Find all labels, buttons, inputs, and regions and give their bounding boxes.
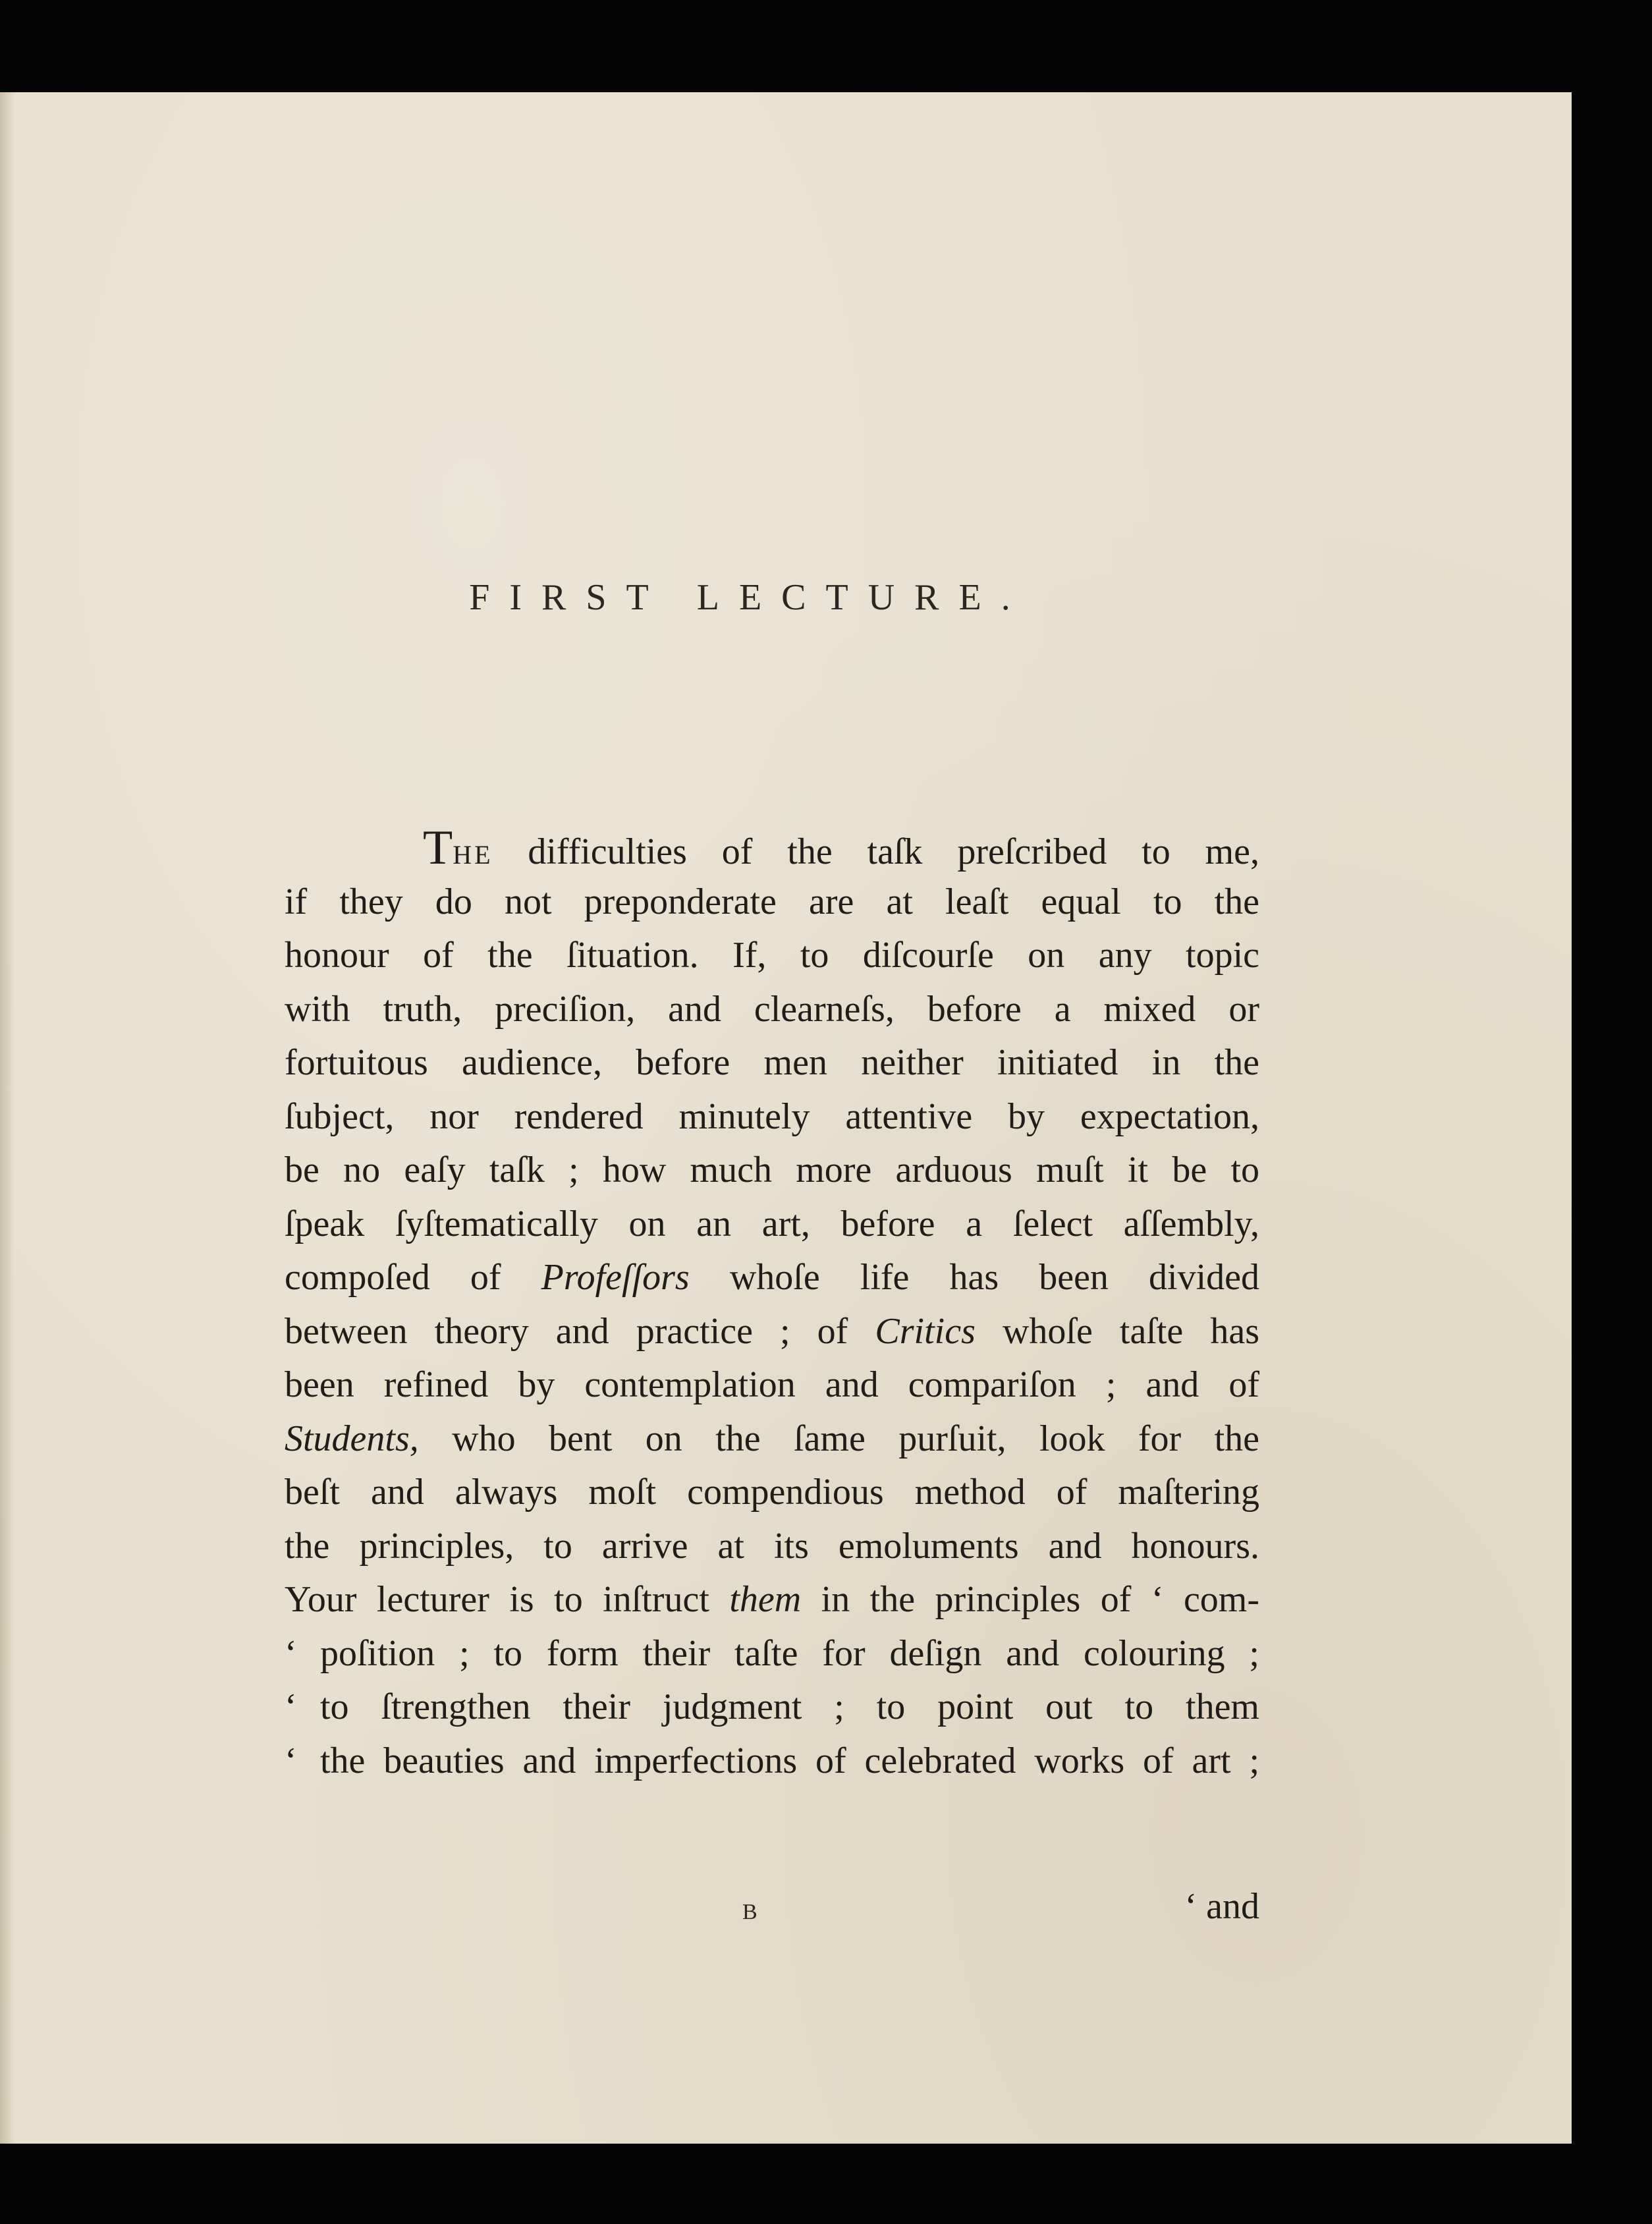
- line-text: between theory and practice ; of: [285, 1310, 848, 1352]
- text-line: if they do not preponderate are at leaſt equal to the: [285, 881, 1259, 922]
- text-line: fortuitous audience, before men neither initiated in the: [285, 1042, 1259, 1083]
- line-text: compoſed of: [285, 1257, 501, 1298]
- quote-mark: ‘: [285, 1740, 297, 1781]
- line-text: poſition ; to form their taſte for deſign and colouring ;: [320, 1632, 1259, 1674]
- text-line: be no eaſy taſk ; how much more arduous muſt it be to: [285, 1150, 1259, 1190]
- book-page: [0, 92, 1572, 2144]
- catchword: ‘ and: [1184, 1886, 1259, 1927]
- text-line: ſpeak ſyſtematically on an art, before a ſelect aſſembly,: [285, 1203, 1259, 1244]
- lecture-heading: FIRST LECTURE.: [469, 577, 1030, 618]
- line-text: difficulties of the taſk preſcribed to me,: [528, 831, 1259, 872]
- italic-term: Profeſſors: [541, 1257, 690, 1298]
- quote-mark: ‘: [285, 1632, 297, 1674]
- italic-term: Critics: [875, 1310, 976, 1352]
- line-text: whoſe life has been divided: [729, 1257, 1259, 1298]
- text-line: [285, 821, 1259, 876]
- text-line: ſubject, nor rendered minutely attentive by expectation,: [285, 1096, 1259, 1137]
- line-text: whoſe taſte has: [1002, 1310, 1260, 1352]
- text-line: honour of the ſituation. If, to diſcourſe on any topic: [285, 935, 1259, 976]
- italic-term: them: [729, 1579, 802, 1620]
- text-line: [285, 1305, 1259, 1359]
- signature-mark: B: [742, 1900, 757, 1924]
- drop-cap: T: [423, 821, 453, 875]
- text-line: beſt and always moſt compendious method of maſtering: [285, 1472, 1259, 1513]
- text-line: with truth, preciſion, and clearneſs, before a mixed or: [285, 988, 1259, 1030]
- small-caps: HE: [453, 840, 493, 870]
- quote-mark: ‘: [285, 1686, 297, 1727]
- page-edge-shadow: [0, 92, 14, 2144]
- italic-term: Students,: [285, 1418, 419, 1459]
- text-line: been refined by contemplation and compariſon ; and of: [285, 1364, 1259, 1405]
- body-paragraph: [285, 821, 1259, 1788]
- text-line: [285, 1412, 1259, 1466]
- text-line: [285, 1573, 1259, 1627]
- line-text: who bent on the ſame purſuit, look for the: [452, 1418, 1260, 1459]
- quoted-line: [285, 1681, 1259, 1735]
- quoted-line: [285, 1627, 1259, 1681]
- quoted-line: [285, 1735, 1259, 1789]
- line-text: in the principles of ‘ com-: [821, 1579, 1260, 1620]
- text-line: [285, 1251, 1259, 1305]
- text-line: the principles, to arrive at its emoluments and honours.: [285, 1525, 1259, 1567]
- line-text: the beauties and imperfections of celebrated works of art ;: [320, 1740, 1259, 1781]
- line-text: to ſtrengthen their judgment ; to point out to them: [320, 1686, 1259, 1727]
- line-text: Your lecturer is to inſtruct: [285, 1579, 709, 1620]
